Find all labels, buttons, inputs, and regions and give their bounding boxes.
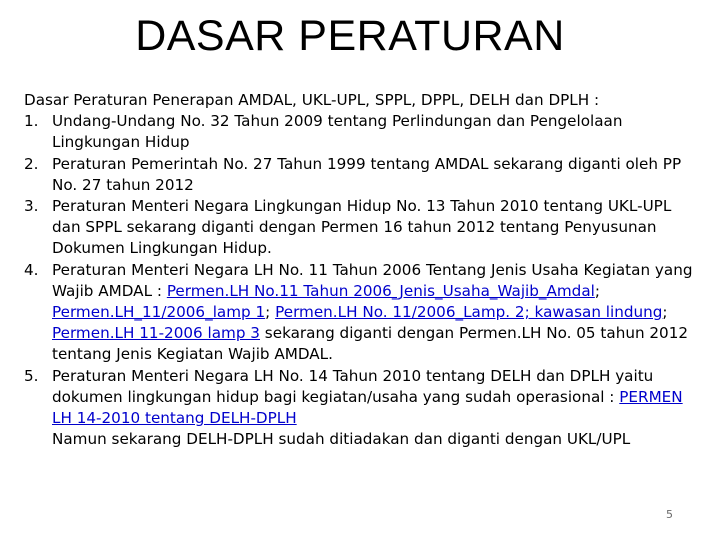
page-number: 5 — [666, 508, 673, 521]
list-item — [24, 154, 704, 196]
slide-title: DASAR PERATURAN — [135, 12, 565, 60]
item-number: 1. — [24, 112, 39, 131]
list-item — [24, 260, 704, 366]
item-text: Peraturan Pemerintah No. 27 Tahun 1999 tentang AMDAL sekarang diganti oleh PP No. 27 tahun 2012 — [52, 154, 682, 194]
separator: ; — [662, 303, 668, 322]
item-tail-text: sekarang diganti dengan Permen.LH No. 05 tahun 2012 tentang Jenis Kegiatan Wajib AMDAL. — [52, 324, 689, 364]
regulation-list — [24, 111, 704, 450]
item-text: Undang-Undang No. 32 Tahun 2009 tentang Perlindungan dan Pengelolaan Lingkungan Hidup — [52, 112, 623, 152]
list-item — [24, 111, 704, 153]
item-number: 4. — [24, 260, 39, 279]
item-text: Peraturan Menteri Negara LH No. 11 Tahun 2006 Tentang Jenis Usaha Kegiatan yang Wajib AMDAL : — [52, 260, 693, 300]
permen-lh-11-2006-lamp3-link[interactable]: Permen.LH 11-2006 lamp 3 — [52, 324, 260, 343]
permen-lh-11-2006-link[interactable]: Permen.LH No.11 Tahun 2006_Jenis_Usaha_Wajib_Amdal — [166, 281, 595, 300]
item-text: Peraturan Menteri Negara Lingkungan Hidup No. 13 Tahun 2010 tentang UKL-UPL dan SPPL sekarang diganti dengan Permen 16 tahun 2012 tentang Penyusunan Dokumen Lingkungan Hidup. — [52, 197, 672, 258]
permen-lh-11-2006-lamp1-link[interactable]: Permen.LH_11/2006_lamp 1 — [52, 303, 266, 322]
item-note: Namun sekarang DELH-DPLH sudah ditiadakan dan diganti dengan UKL/UPL — [52, 430, 631, 449]
intro-text: Dasar Peraturan Penerapan AMDAL, UKL-UPL, SPPL, DPPL, DELH dan DPLH : — [24, 91, 600, 109]
permen-lh-11-2006-lamp2-link[interactable]: Permen.LH No. 11/2006_Lamp. 2; kawasan lindung — [275, 303, 663, 322]
separator: ; — [594, 281, 600, 300]
permen-lh-14-2010-link[interactable]: PERMEN LH 14-2010 tentang DELH-DPLH — [52, 387, 683, 428]
item-number: 2. — [24, 154, 39, 173]
item-number: 5. — [24, 366, 39, 385]
list-item — [24, 366, 704, 451]
separator: ; — [265, 303, 276, 322]
slide-body — [24, 90, 704, 450]
item-text: Peraturan Menteri Negara LH No. 14 Tahun 2010 tentang DELH dan DPLH yaitu dokumen lingkungan hidup bagi kegiatan/usaha yang sudah operasional : — [52, 366, 654, 406]
item-number: 3. — [24, 197, 39, 216]
list-item — [24, 196, 704, 260]
